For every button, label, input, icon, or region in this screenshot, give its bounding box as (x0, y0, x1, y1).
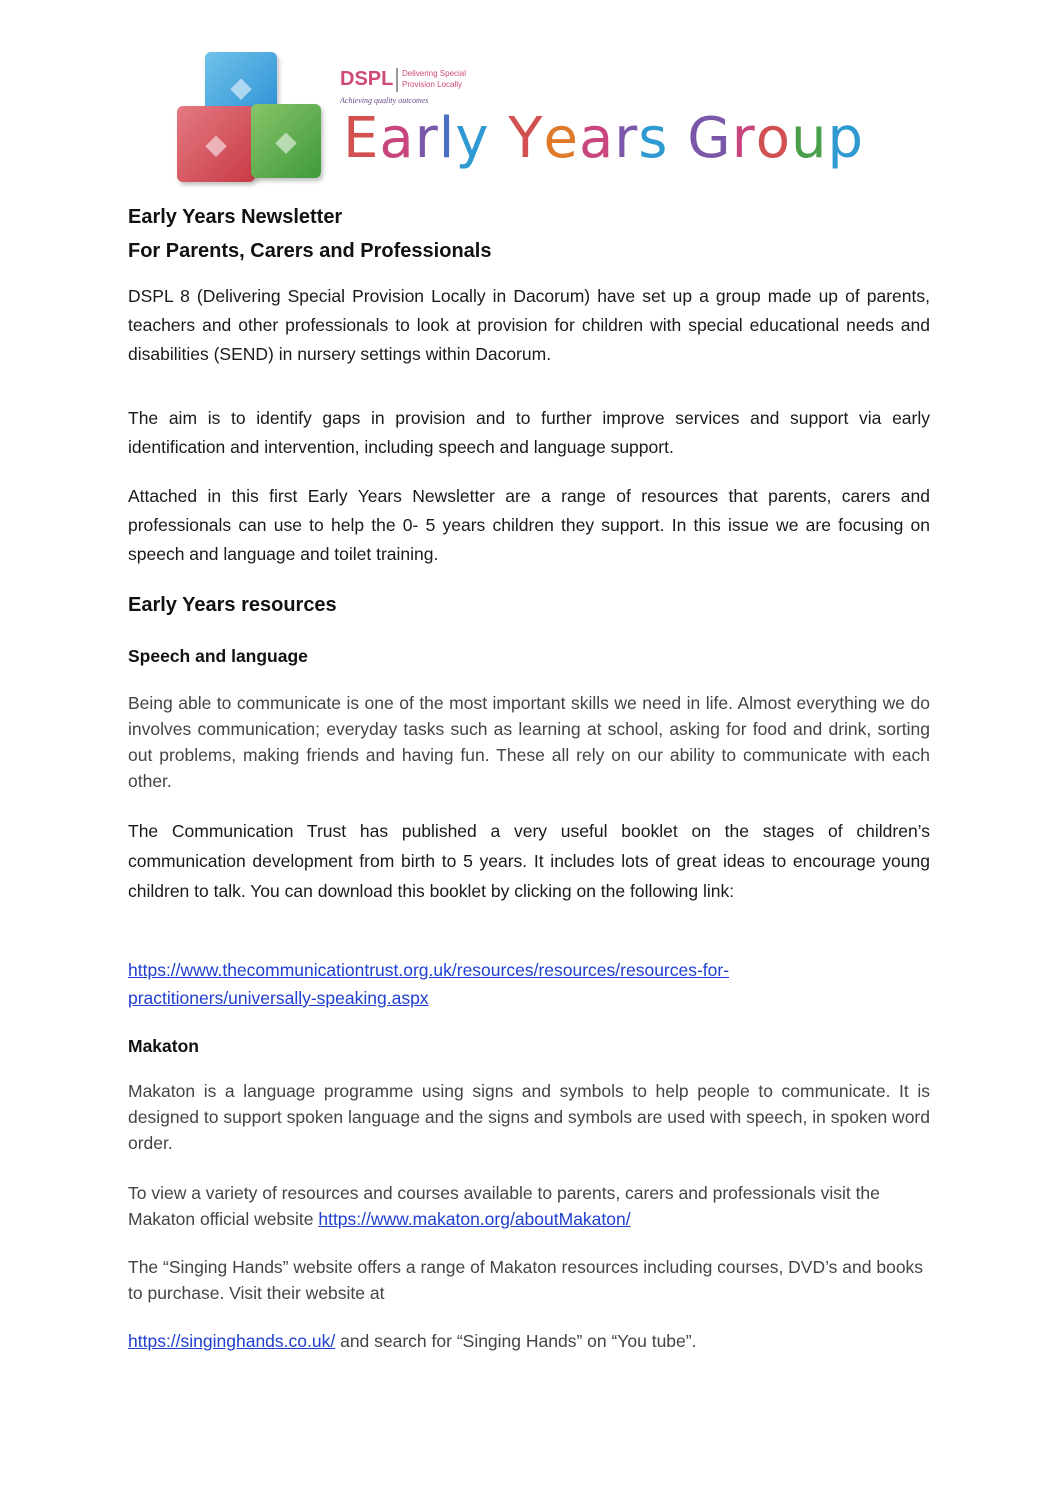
logo-title-letter: E (343, 106, 380, 171)
communication-trust-link-block (128, 956, 930, 1012)
subheading-speech-language: Speech and language (128, 646, 308, 666)
toy-blocks-image (175, 40, 335, 190)
logo-title-letter: p (827, 106, 865, 171)
section-heading-resources: Early Years resources (128, 594, 337, 616)
makaton-website-link[interactable]: https://www.makaton.org/aboutMakaton/ (318, 1209, 631, 1229)
block-glyph: ◆ (275, 124, 297, 158)
makaton-paragraph-3: The “Singing Hands” website offers a range of Makaton resources including courses, DVD’s and books to purchase. Visit their website at (128, 1257, 924, 1303)
makaton-paragraph-1: Makaton is a language programme using signs and symbols to help people to communicate. It is designed to support spoken language and the signs and symbols are used with speech, in spoken word order. (128, 1081, 930, 1153)
makaton-paragraph-2 (128, 1180, 930, 1232)
logo-title-letter: G (687, 106, 732, 171)
logo-title-letter: l (438, 106, 456, 171)
makaton-paragraph-4 (128, 1328, 930, 1354)
logo-title-letter (489, 106, 508, 171)
makaton-p2-text: To view a variety of resources and courses available to parents, carers and professionals visit the Makaton official website (128, 1183, 880, 1229)
newsletter-title: Early Years Newsletter (128, 206, 343, 228)
logo-title-letter: r (614, 106, 639, 171)
link-line-2: practitioners/universally-speaking.aspx (128, 988, 429, 1008)
logo-title-letter: u (791, 106, 828, 171)
dspl-tagline: Achieving quality outcomes (340, 96, 429, 105)
communication-trust-link[interactable] (128, 960, 729, 1008)
intro-paragraph-2: The aim is to identify gaps in provision and to further improve services and support via early identification and intervention, including speech and language support. (128, 408, 930, 457)
link-line-1: https://www.thecommunicationtrust.org.uk/resources/resources/resources-for- (128, 960, 730, 980)
logo-title-letter: o (755, 106, 791, 171)
logo-title-letter (668, 106, 687, 171)
green-block (251, 104, 321, 178)
logo-title-letter: r (731, 106, 756, 171)
singing-hands-link[interactable]: https://singinghands.co.uk/ (128, 1331, 336, 1351)
intro-paragraph-1: DSPL 8 (Delivering Special Provision Locally in Dacorum) have set up a group made up of parents, teachers and other professionals to look at provision for children with special educational needs and disabilities (SEND) in nursery settings within Dacorum. (128, 286, 930, 364)
logo-title-letter: e (543, 106, 579, 171)
block-glyph: ◆ (230, 70, 252, 104)
newsletter-subtitle: For Parents, Carers and Professionals (128, 240, 492, 262)
intro-paragraph-3: Attached in this first Early Years Newsletter are a range of resources that parents, carers and professionals can use to help the 0- 5 years children they support. In this issue we are focusing on speech and language and toilet training. (128, 486, 930, 564)
block-glyph: ◆ (205, 127, 227, 161)
header-banner (175, 40, 865, 190)
logo-title-letter: Y (508, 106, 544, 171)
dspl-abbrev: DSPL (340, 68, 394, 90)
red-block (177, 106, 255, 182)
dspl-divider (396, 68, 398, 92)
logo-title-letter: s (638, 106, 669, 171)
subheading-makaton: Makaton (128, 1036, 199, 1056)
makaton-p4-text: and search for “Singing Hands” on “You tube”. (335, 1331, 697, 1351)
speech-paragraph-2: The Communication Trust has published a very useful booklet on the stages of children’s communication development from birth to 5 years. It includes lots of great ideas to encourage young children to talk. You can download this booklet by clicking on the following link: (128, 821, 930, 901)
speech-paragraph-1: Being able to communicate is one of the most important skills we need in life. Almost everything we do involves communication; everyday tasks such as learning at school, asking for food and drink, sorting out problems, making friends and having fun. These all rely on our ability to communicate with each other. (128, 693, 930, 791)
early-years-group-logo-title (343, 106, 864, 171)
logo-title-letter: a (379, 106, 415, 171)
logo-title-letter: r (414, 106, 439, 171)
logo-title-letter: y (455, 106, 490, 171)
logo-title-letter: a (578, 106, 615, 171)
dspl-full-name: Delivering Special Provision Locally (402, 69, 467, 89)
